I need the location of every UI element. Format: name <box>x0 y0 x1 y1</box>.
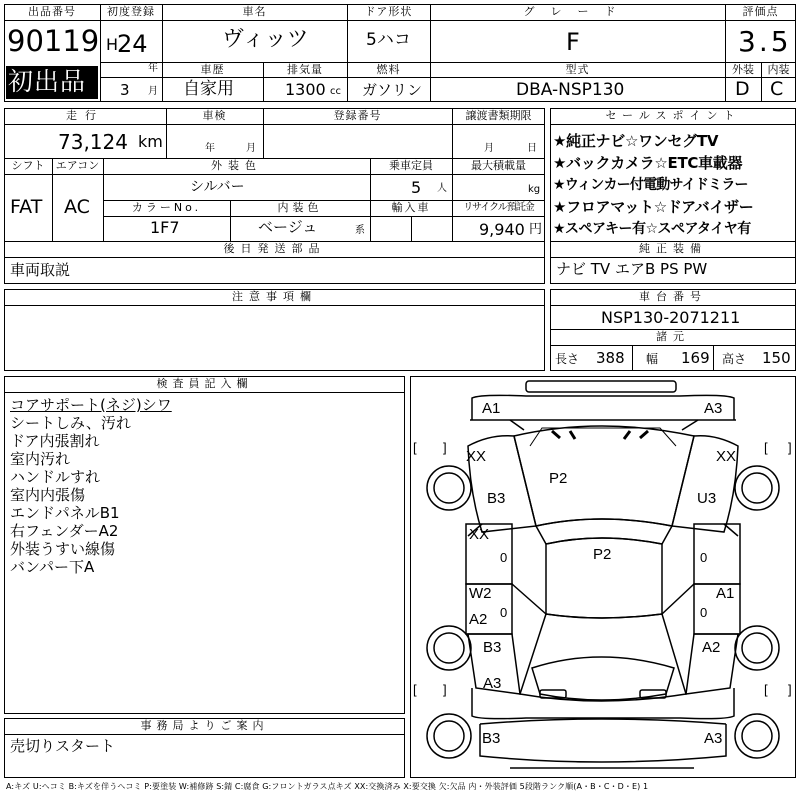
mark-right-front-fender: U3 <box>697 490 717 507</box>
sales-point-item: ★スペアキー有☆スペアタイヤ有 <box>553 221 751 237</box>
equipment: ナビ TV エアB PS PW <box>556 260 708 278</box>
first-listing-label: 初出品 <box>8 67 87 96</box>
equipment-label: 純正装備 <box>639 242 707 255</box>
mark-bracket-left: [ <box>413 440 417 455</box>
exterior-score-label: 外装 <box>732 63 754 76</box>
interior-color-unit: 系 <box>355 225 365 236</box>
interior-color-label: 内装色 <box>277 201 323 214</box>
chassis-number: NSP130-2071211 <box>601 308 741 327</box>
recycle-label: リサイクル預託金 <box>463 202 534 213</box>
inspector-label: 検査員記入欄 <box>156 377 253 390</box>
lot-number-label: 出品番号 <box>28 5 76 18</box>
capacity: 5 <box>411 178 422 197</box>
sales-point-item: ★フロアマット☆ドアバイザー <box>553 198 754 216</box>
interior-color: ベージュ <box>258 218 318 236</box>
mark-right-rear-door: A1 <box>716 585 735 602</box>
height: 150 <box>762 349 791 367</box>
mileage: 73,124 <box>58 130 128 154</box>
grade: F <box>566 28 580 56</box>
door-type-label: ドア形状 <box>364 5 413 18</box>
inspection-year-unit: 年 <box>205 143 215 154</box>
car-diagram <box>410 376 796 778</box>
door-type: 5ハコ <box>366 30 411 50</box>
mark-zero: 0 <box>700 605 708 620</box>
score-label: 評価点 <box>742 5 779 18</box>
mileage-label: 走行 <box>66 109 104 122</box>
inspector-note: エンドパネルB1 <box>10 504 120 522</box>
lot-number: 90119 <box>7 24 100 58</box>
later-parts: 車両取説 <box>10 261 71 279</box>
inspector-note: 右フェンダーA2 <box>10 522 119 540</box>
registration-number-label: 登録番号 <box>333 109 382 122</box>
mark-left-front-fender: B3 <box>487 490 506 507</box>
exterior-color-label: 外装色 <box>211 159 262 172</box>
mark-zero: 0 <box>500 605 508 620</box>
shift-label: シフト <box>11 159 45 172</box>
score: 3.5 <box>738 25 792 58</box>
registration-month: 3 <box>120 81 130 99</box>
mark-front-left-wheel: XX <box>466 448 487 465</box>
length: 388 <box>596 349 625 367</box>
later-parts-label: 後日発送部品 <box>223 242 326 255</box>
inspector-note: コアサポート(ネジ)シワ <box>10 396 172 414</box>
car-name: ヴィッツ <box>222 27 309 52</box>
inspection-label: 車検 <box>202 109 227 122</box>
mark-rear-bumper-left: B3 <box>482 730 501 747</box>
notes-label: 注意事項欄 <box>232 290 317 303</box>
inspection-month-unit: 月 <box>246 143 256 154</box>
inspector-note: 外装うすい線傷 <box>10 540 116 558</box>
interior-score-label: 内装 <box>767 63 790 76</box>
color-number-label: カラーNo. <box>131 201 202 214</box>
fuel-label: 燃料 <box>376 63 401 76</box>
year-unit: 年 <box>148 63 158 74</box>
color-number: 1F7 <box>150 218 180 237</box>
mark-bracket-right: ] <box>788 682 792 697</box>
capacity-unit: 人 <box>437 183 447 194</box>
legend: A:キズ U:ヘコミ B:キズを伴うヘコミ P:要塗装 W:補修跡 S:錆 C:腐食 G:フロントガラス点キズ XX:交換済み X:要交換 欠:欠品 内・外装評価 5段階ランク順(A・B・C・D・E) 1 <box>6 782 649 791</box>
inspector-note: ドア内張割れ <box>10 432 100 450</box>
interior-score: C <box>770 78 784 100</box>
displacement-label: 排気量 <box>287 63 323 76</box>
mark-front-right: A3 <box>704 400 723 417</box>
mark-rear-left-corner: A3 <box>483 675 502 692</box>
first-registration-label: 初度登録 <box>107 5 155 18</box>
office-notice: 売切りスタート <box>10 737 116 755</box>
model: DBA-NSP130 <box>516 80 625 100</box>
recycle-deposit: 9,940 <box>479 220 525 239</box>
mark-roof: P2 <box>593 546 612 563</box>
mark-left-rear-door-2: A2 <box>469 611 488 628</box>
mark-zero: 0 <box>500 550 508 565</box>
mileage-unit: km <box>138 132 163 151</box>
registration-year: 24 <box>117 30 148 58</box>
width: 169 <box>681 349 710 367</box>
chassis-label: 車台番号 <box>639 290 707 303</box>
displacement: 1300 <box>285 80 326 99</box>
height-label: 高さ <box>722 352 747 366</box>
recycle-unit: 円 <box>529 222 543 237</box>
length-label: 長さ <box>555 352 580 366</box>
transfer-day-unit: 日 <box>527 143 537 154</box>
sales-point-item: ★バックカメラ☆ETC車載器 <box>553 154 743 172</box>
history-label: 車歴 <box>200 63 225 76</box>
era: H <box>106 35 119 54</box>
mark-left-rear-fender: B3 <box>483 639 502 656</box>
dimensions-label: 諸元 <box>656 330 690 343</box>
mark-bracket-right: ] <box>443 440 447 455</box>
inspector-note: 室内汚れ <box>10 450 71 468</box>
exterior-color: シルバー <box>190 179 245 195</box>
shift: FAT <box>10 196 43 218</box>
mark-left-front-door: XX <box>469 526 490 543</box>
car-name-label: 車名 <box>242 5 267 18</box>
transfer-month-unit: 月 <box>484 143 494 154</box>
max-load-label: 最大積載量 <box>471 159 526 172</box>
capacity-label: 乗車定員 <box>389 159 433 172</box>
model-label: 型式 <box>565 63 590 76</box>
sales-point-label: セールスポイント <box>605 109 741 122</box>
exterior-score: D <box>735 78 750 100</box>
mark-left-rear-door: W2 <box>469 585 492 602</box>
mark-bracket-left: [ <box>764 682 768 697</box>
ac-label: エアコン <box>55 159 100 172</box>
inspector-note: 室内内張傷 <box>10 486 86 504</box>
air-conditioner: AC <box>64 196 90 218</box>
inspector-note: バンパー下A <box>10 558 95 576</box>
mark-bracket-left: [ <box>764 440 768 455</box>
displacement-unit: cc <box>330 86 341 97</box>
grade-label: グレード <box>523 5 632 18</box>
mark-right-rear-fender: A2 <box>702 639 721 656</box>
fuel: ガソリン <box>362 81 423 99</box>
import-label: 輸入車 <box>391 201 431 214</box>
mark-bracket-left: [ <box>413 682 417 697</box>
sales-point-item: ★ウィンカー付電動サイドミラー <box>553 177 748 193</box>
inspector-note: シートしみ、汚れ <box>10 414 131 432</box>
office-label: 事務局よりご案内 <box>140 719 269 732</box>
mark-rear-bumper-right: A3 <box>704 730 723 747</box>
mark-zero: 0 <box>700 550 708 565</box>
month-unit: 月 <box>148 86 158 97</box>
inspector-note: ハンドルすれ <box>10 468 101 486</box>
mark-bracket-right: ] <box>788 440 792 455</box>
max-load-unit: kg <box>528 184 541 195</box>
sales-point-item: ★純正ナビ☆ワンセグTV <box>553 132 719 150</box>
mark-bracket-right: ] <box>443 682 447 697</box>
mark-hood: P2 <box>549 470 568 487</box>
mark-front-right-wheel: XX <box>716 448 737 465</box>
transfer-deadline-label: 譲渡書類期限 <box>465 109 532 122</box>
mark-front-left: A1 <box>482 400 501 417</box>
width-label: 幅 <box>646 352 659 366</box>
history: 自家用 <box>183 79 234 99</box>
